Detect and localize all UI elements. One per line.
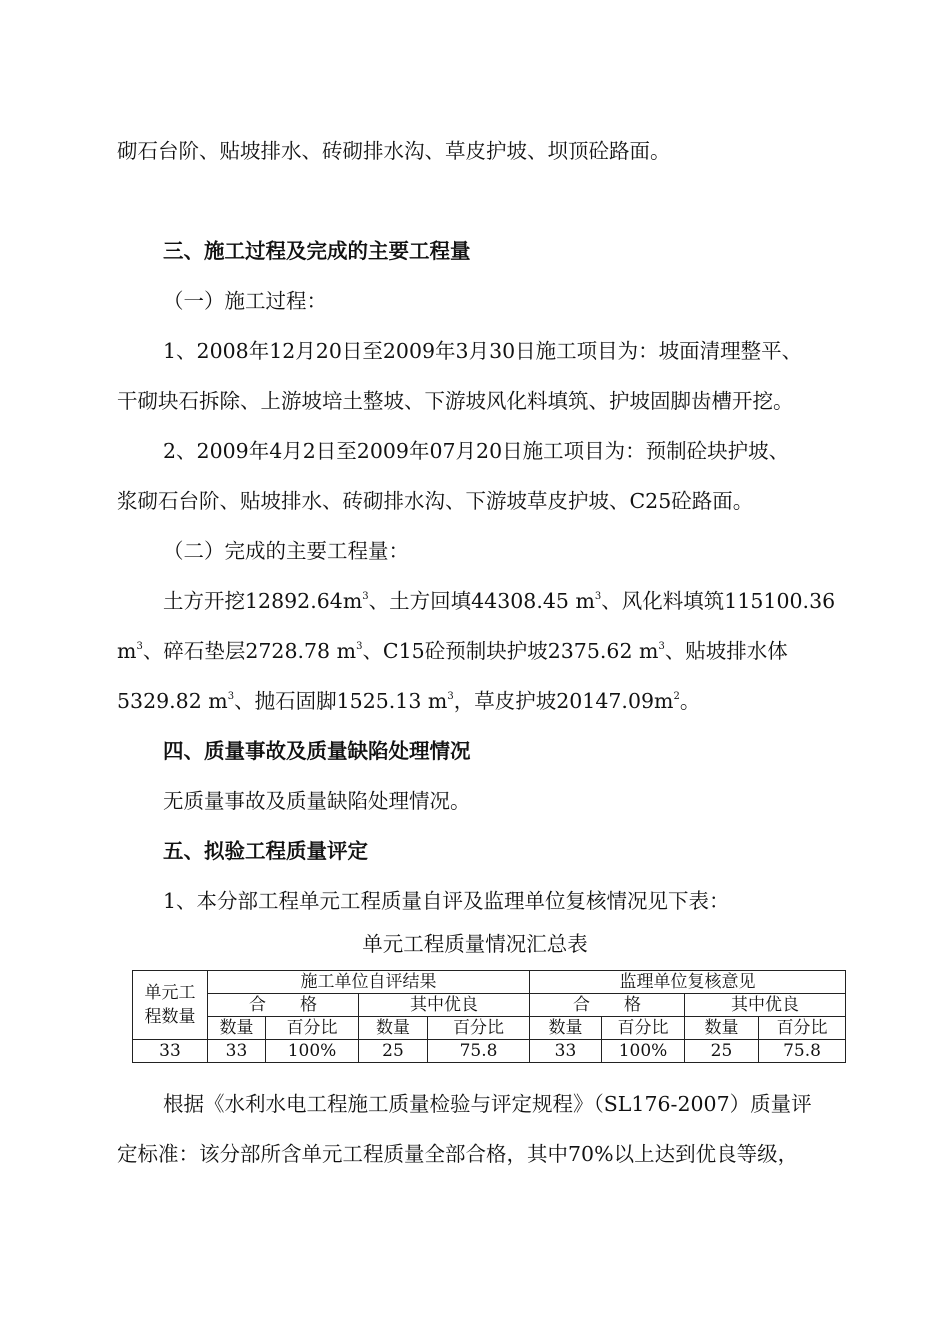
subsection-heading-1: （一）施工过程：: [163, 289, 327, 313]
count-header: 数量: [208, 1017, 266, 1040]
table-header-row-3: [133, 1017, 846, 1040]
section-heading-5: 五、拟验工程质量评定: [163, 839, 368, 863]
paragraph-line: 1、2008年12月20日至2009年3月30日施工项目为：坡面清理整平、: [163, 339, 803, 363]
paragraph-line: 干砌块石拆除、上游坡培土整坡、下游坡风化料填筑、护坡固脚齿槽开挖。: [117, 389, 794, 413]
table-cell: 100%: [602, 1040, 685, 1063]
percent-header: 百分比: [759, 1017, 846, 1040]
table-header-row-2: [133, 994, 846, 1017]
self-eval-group-header: 施工单位自评结果: [208, 971, 530, 994]
quantities-line-1: 土方开挖$12892.64m^3$、土方回填44308.45 $m^3$、风化料填筑115100.36: [163, 589, 836, 613]
excellent-header: 其中优良: [359, 994, 530, 1017]
table-caption: 单元工程质量情况汇总表: [362, 932, 588, 956]
percent-header: 百分比: [266, 1017, 359, 1040]
count-header: 数量: [530, 1017, 602, 1040]
subsection-heading-2: （二）完成的主要工程量：: [163, 539, 409, 563]
paragraph-line: 根据《水利水电工程施工质量检验与评定规程》（SL176-2007）质量评: [163, 1092, 812, 1116]
quantities-line-3: 5329.82 $m^3$、抛石固脚1525.13 $m^3$，草皮护坡$20147.09m^2$。: [117, 689, 701, 713]
percent-header: 百分比: [428, 1017, 530, 1040]
pass-header: 合 格: [208, 994, 359, 1017]
paragraph-line: 浆砌石台阶、贴坡排水、砖砌排水沟、下游坡草皮护坡、C25砼路面。: [117, 489, 754, 513]
table-cell: 33: [133, 1040, 208, 1063]
paragraph-line: 1、本分部工程单元工程质量自评及监理单位复核情况见下表：: [163, 889, 730, 913]
paragraph-line: 2、2009年4月2日至2009年07月20日施工项目为：预制砼块护坡、: [163, 439, 790, 463]
paragraph-line: 砌石台阶、贴坡排水、砖砌排水沟、草皮护坡、坝顶砼路面。: [117, 139, 671, 163]
table-cell: 75.8: [759, 1040, 846, 1063]
pass-header: 合 格: [530, 994, 685, 1017]
quantities-line-2: $m^3$、碎石垫层2728.78 $m^3$、C15砼预制块护坡2375.62 $m^3$、贴坡排水体: [117, 639, 788, 663]
supervisor-group-header: 监理单位复核意见: [530, 971, 846, 994]
section-heading-4: 四、质量事故及质量缺陷处理情况: [163, 739, 471, 763]
table-row: [133, 1040, 846, 1063]
table-cell: 33: [530, 1040, 602, 1063]
count-header: 数量: [359, 1017, 428, 1040]
table-cell: 100%: [266, 1040, 359, 1063]
paragraph-line: 无质量事故及质量缺陷处理情况。: [163, 789, 471, 813]
excellent-header: 其中优良: [685, 994, 846, 1017]
table-cell: 25: [685, 1040, 759, 1063]
table-cell: 75.8: [428, 1040, 530, 1063]
table-cell: 25: [359, 1040, 428, 1063]
table-header-row-1: [133, 971, 846, 994]
count-header: 数量: [685, 1017, 759, 1040]
quality-summary-table: [132, 970, 846, 1063]
row-header-cell: 单元工程数量: [133, 971, 208, 1040]
table-cell: 33: [208, 1040, 266, 1063]
section-heading-3: 三、施工过程及完成的主要工程量: [163, 239, 471, 263]
percent-header: 百分比: [602, 1017, 685, 1040]
paragraph-line: 定标准：该分部所含单元工程质量全部合格，其中70%以上达到优良等级，: [117, 1142, 799, 1166]
